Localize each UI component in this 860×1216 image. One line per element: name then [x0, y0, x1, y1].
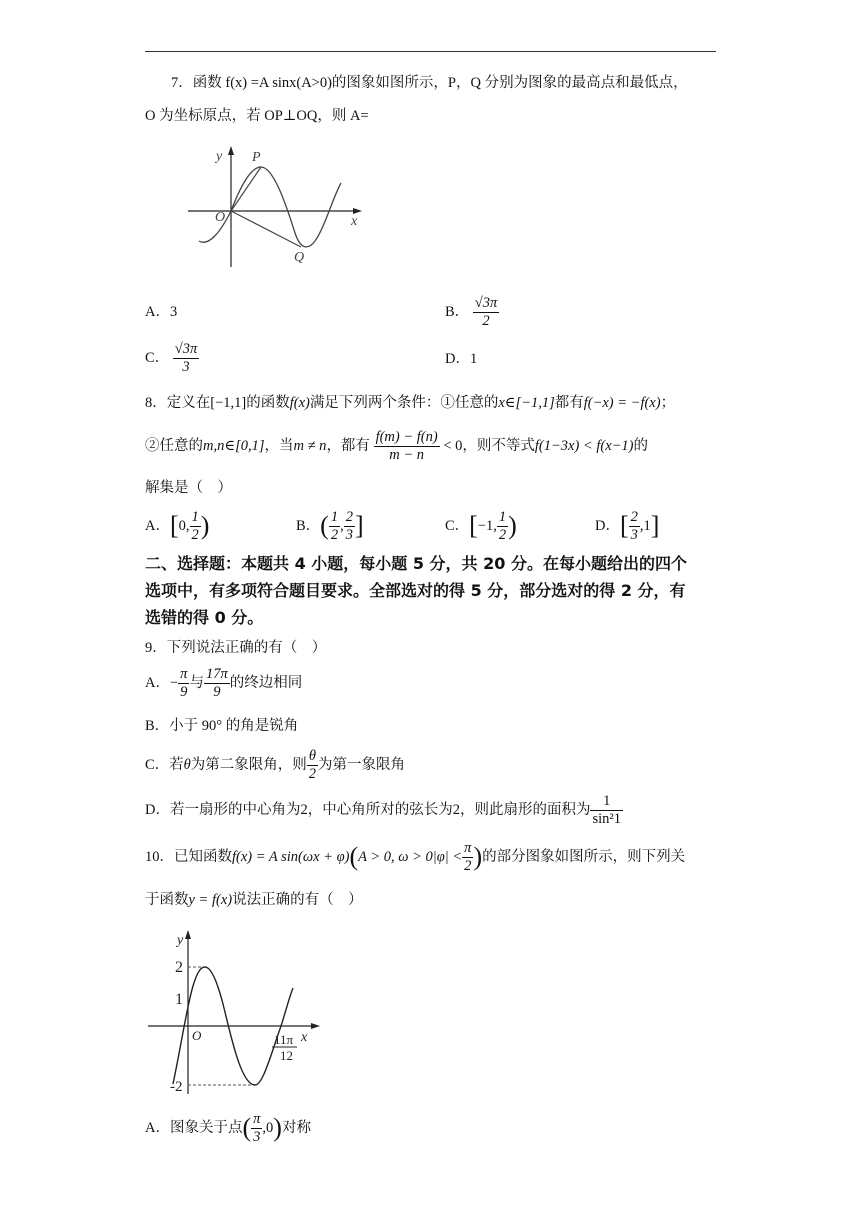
- q7-graph: [183, 143, 373, 271]
- top-rule: [145, 51, 716, 52]
- q7-q-label: Q: [294, 250, 305, 265]
- q7-y-arrow: [228, 146, 234, 155]
- q10-x-arrow: [311, 1023, 320, 1029]
- q10-x-tick-den: 12: [280, 1048, 293, 1063]
- q8-condition-frac: $\frac{f(m) - f(n)}{m - n}$: [375, 429, 438, 463]
- section2-line2: 选项中，有多项符合题目要求。全部选对的得 5 分，部分选对的得 2 分，有: [145, 581, 686, 600]
- section2-line1: 二、选择题：本题共 4 小题，每小题 5 分，共 20 分。在每小题给出的四个: [145, 554, 687, 573]
- q9-option-d[interactable]: D．若一扇形的中心角为2，中心角所对的弦长为2，则此扇形的面积为 $\frac{1}{\text{sin²1}}$: [145, 793, 622, 827]
- q10-line2: 于函数y = f(x)说法正确的有（ ）: [145, 892, 363, 908]
- q8-option-d[interactable]: D．[ $\frac{2}{3}$ ,1]: [595, 509, 660, 543]
- q10-x-tick-num: 11π: [274, 1032, 294, 1047]
- q7-option-c-letter: C．: [145, 349, 170, 366]
- q7-option-d-letter: D．: [445, 351, 470, 367]
- q10-y-arrow: [185, 930, 191, 939]
- q8-line2: ②任意的m,n∈[0,1]，当m ≠ n，都有 $\frac{f(m) - f(n)}{m - n}$ < 0，则不等式f(1−3x) < f(x−1)的: [145, 429, 648, 463]
- q7-option-a[interactable]: [145, 305, 177, 320]
- q7-line1: 7．函数 f(x) =A sinx(A>0)的图象如图所示，P，Q 分别为图象的最高点和最低点，: [171, 75, 688, 91]
- q9-option-a[interactable]: A．− $\frac{\pi}{9}$ 与 $\frac{17\pi}{9}$ 的终边相同: [145, 666, 303, 700]
- q7-option-d[interactable]: [445, 352, 477, 367]
- q8-line3: 解集是（ ）: [145, 480, 232, 496]
- q10-tick-1: 1: [175, 991, 183, 1008]
- q7-y-label: y: [216, 149, 223, 164]
- q7-option-b-letter: B．: [445, 303, 470, 320]
- q8-option-b[interactable]: B．( $\frac{1}{2}$ , $\frac{2}{3}$ ]: [296, 509, 364, 543]
- q7-option-c[interactable]: [145, 342, 199, 374]
- q10-graph: [143, 926, 328, 1096]
- q7-line2: O 为坐标原点，若 OP⊥OQ，则 A=: [145, 108, 369, 124]
- q8-option-c[interactable]: C．[−1, $\frac{1}{2}$ ): [445, 509, 517, 543]
- q10-line1: 10．已知函数f(x) = A sin(ωx + φ)(A > 0, ω > 0|φ| < $\frac{\pi}{2}$ )的部分图象如图所示，则下列关: [145, 840, 686, 874]
- q9-option-c[interactable]: C．若θ为第二象限角，则 $\frac{\theta}{2}$ 为第一象限角: [145, 748, 406, 782]
- q10-tick-minus2: -2: [170, 1079, 183, 1095]
- q7-x-label: x: [351, 214, 358, 229]
- q10-x-label: x: [301, 1030, 308, 1045]
- q7-segment-op: [231, 167, 261, 211]
- q9-option-b[interactable]: B．小于 90° 的角是锐角: [145, 718, 299, 734]
- q7-segment-oq: [231, 211, 301, 247]
- q8-option-a[interactable]: A．[0, $\frac{1}{2}$ ): [145, 509, 210, 543]
- q7-option-d-value: 1: [469, 351, 478, 367]
- q7-option-c-frac: $\frac{√3\pi}{3}$: [174, 341, 198, 375]
- q10-option-a[interactable]: A．图象关于点( $\frac{\pi}{3}$ ,0)对称: [145, 1111, 311, 1145]
- q7-option-b[interactable]: [445, 296, 499, 328]
- q8-line1: 8．定义在[−1,1]的函数f(x)满足下列两个条件：①任意的x∈[−1,1]都有f(−x) = −f(x)；: [145, 395, 676, 411]
- q7-sine-curve: [199, 167, 341, 247]
- q7-p-label: P: [252, 150, 261, 165]
- q7-option-b-frac: $\frac{√3\pi}{2}$: [474, 295, 498, 329]
- section2-line3: 选错的得 0 分。: [145, 608, 264, 627]
- q10-o-label: O: [192, 1028, 202, 1043]
- q10-y-label: y: [177, 933, 184, 948]
- q9-stem: 9．下列说法正确的有（ ）: [145, 640, 327, 656]
- q10-tick-2: 2: [175, 959, 183, 976]
- q7-option-a-letter: A．: [145, 304, 170, 320]
- q7-option-a-value: 3: [169, 304, 178, 320]
- q7-o-label: O: [215, 210, 226, 225]
